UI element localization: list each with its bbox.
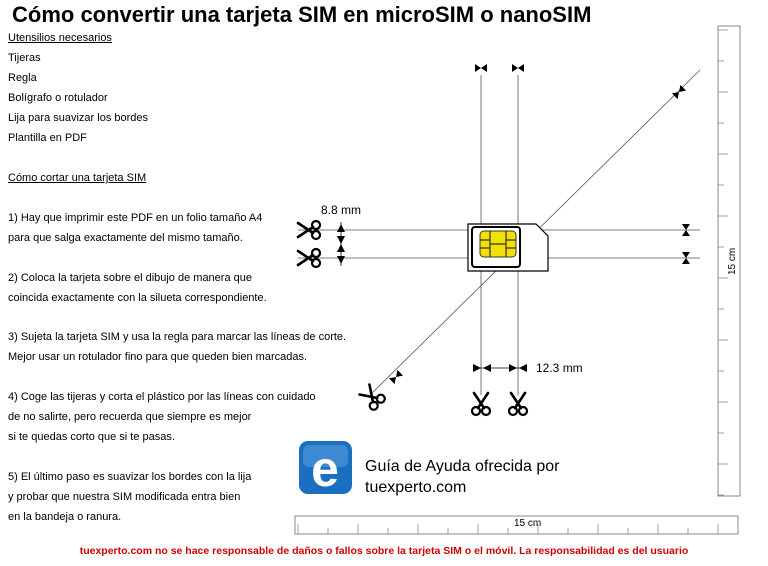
step-line: en la bandeja o ranura. <box>8 511 122 523</box>
logo-letter: e <box>311 441 339 497</box>
tool-item: Tijeras <box>8 52 41 64</box>
logo-caption <box>365 456 560 498</box>
step-line: 2) Coloca la tarjeta sobre el dibujo de manera que <box>8 272 252 284</box>
tool-item: Lija para suavizar los bordes <box>8 112 149 124</box>
step-line: Mejor usar un rotulador fino para que queden bien marcadas. <box>8 351 308 363</box>
height-dimension <box>337 222 345 266</box>
width-label: 12.3 mm <box>536 361 583 375</box>
vertical-ruler-label: 15 cm <box>727 247 738 275</box>
cut-marker-icon <box>389 370 403 384</box>
step-line: 1) Hay que imprimir este PDF en un folio tamaño A4 <box>8 212 263 224</box>
tool-item: Plantilla en PDF <box>8 132 87 144</box>
step-line: coincida exactamente con la silueta correspondiente. <box>8 292 267 304</box>
step-line: y probar que nuestra SIM modificada entra bien <box>8 491 241 503</box>
chip-icon <box>480 231 516 257</box>
step-line: de no salirte, pero recuerda que siempre es mejor <box>8 411 252 423</box>
logo-line-2: tuexperto.com <box>365 479 467 496</box>
scissors-icon <box>509 393 527 415</box>
disclaimer: tuexperto.com no se hace responsable de daños o fallos sobre la tarjeta SIM o el móvil. La responsabilidad es del usuario <box>79 545 689 557</box>
tools-heading: Utensilios necesarios <box>8 32 112 44</box>
step-line: si te quedas corto que si te pasas. <box>8 431 175 443</box>
cut-marker-icon <box>512 64 524 72</box>
height-label: 8.8 mm <box>321 203 362 217</box>
cut-marker-icon <box>475 64 487 72</box>
tool-item: Regla <box>8 72 37 84</box>
tuexperto-logo-icon <box>299 441 352 497</box>
page-title: Cómo convertir una tarjeta SIM en microSIM o nanoSIM <box>12 2 592 27</box>
step-line: 3) Sujeta la tarjeta SIM y usa la regla para marcar las líneas de corte. <box>8 331 347 343</box>
scissors-icon <box>358 383 386 411</box>
step-line: 5) El último paso es suavizar los bordes con la lija <box>8 471 252 483</box>
step-line: para que salga exactamente del mismo tamaño. <box>8 232 243 244</box>
step-line: 4) Coge las tijeras y corta el plástico por las líneas con cuidado <box>8 391 316 403</box>
horizontal-ruler-label: 15 cm <box>514 518 542 529</box>
scissors-icon <box>472 393 490 415</box>
cut-marker-icon <box>672 85 686 99</box>
logo-line-1: Guía de Ayuda ofrecida por <box>365 458 560 475</box>
tool-item: Bolígrafo o rotulador <box>8 92 108 104</box>
steps-heading: Cómo cortar una tarjeta SIM <box>8 172 147 184</box>
